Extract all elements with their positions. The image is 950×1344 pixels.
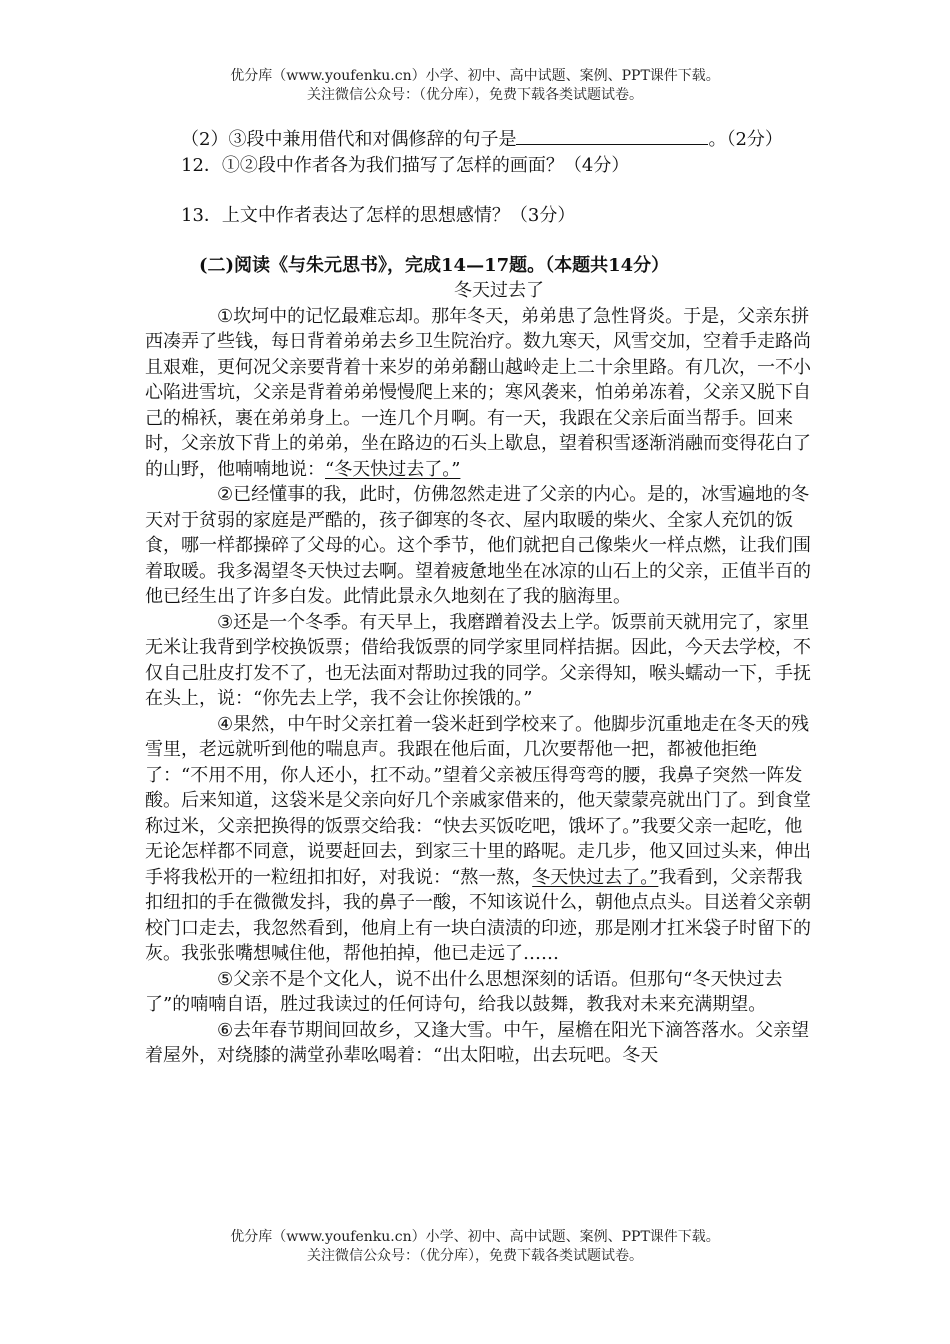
paragraph-4 (145, 712, 817, 967)
paragraph-text: 已经懂事的我，此时，仿佛忽然走进了父亲的内心。是的，冰雪遍地的冬天对于贫弱的家庭是严酷的，孩子御寒的冬衣、屋内取暖的柴火、全家人充饥的饭食，哪一样都操碎了父母的心。这个季节，他们就把自己像柴火一样点燃，让我们围着取暖。我多渴望冬天快过去啊。望着疲惫地坐在冰凉的山石上的父亲，正值半百的他已经生出了许多白发。此情此景永久地刻在了我的脑海里。 (145, 484, 811, 607)
question-12: 12．①②段中作者各为我们描写了怎样的画面？（4分） (181, 154, 630, 176)
paragraph-number: ⑤ (217, 968, 234, 990)
section-heading: (二)阅读《与朱元思书》，完成14—17题。（本题共14分） (199, 254, 670, 276)
paragraph-text: 坎坷中的记忆最难忘却。那年冬天，弟弟患了急性肾炎。于是，父亲东拼西凑弄了些钱，每日背着弟弟去乡卫生院治疗。数九寒天，风雪交加，空着手走路尚且艰难，更何况父亲要背着十来岁的弟弟翻山越岭走上二十余里路。有几次，一不小心陷进雪坑，父亲是背着弟弟慢慢爬上来的；寒风袭来，怕弟弟冻着，父亲又脱下自己的棉袄，裹在弟弟身上。一连几个月啊。有一天，我跟在父亲后面当帮手。回来时，父亲放下背上的弟弟，坐在路边的石头上歇息，望着积雪逐渐消融而变得花白了的山野，他喃喃地说： (145, 305, 811, 480)
footer-line-2: 关注微信公众号：（优分库），免费下载各类试题试卷。 (307, 1248, 643, 1264)
paragraph-number: ③ (217, 611, 234, 633)
underlined-quote: 冬天快过去了。” (532, 866, 659, 888)
paragraph-number: ① (217, 305, 234, 327)
question-11-2-points: 。（2分） (708, 129, 783, 150)
paragraph-text: 果然，中午时父亲扛着一袋米赶到学校来了。他脚步沉重地走在冬天的残雪里，老远就听到他的喘息声。我跟在他后面，几次要帮他一把，都被他拒绝了：“不用不用，你人还小，扛不动。”望着父亲被压得弯弯的腰，我鼻子突然一阵发酸。后来知道，这袋米是父亲向好几个亲戚家借来的，他天蒙蒙亮就出门了。到食堂称过米，父亲把换得的饭票交给我：“快去买饭吃吧，饿坏了。”我要父亲一起吃，他无论怎样都不同意，说要赶回去，到家三十里的路呢。走几步，他又回过头来，伸出手将我松开的一粒纽扣扣好，对我说：“熬一熬， (145, 713, 811, 888)
page-footer (0, 1228, 950, 1266)
paragraph-number: ④ (217, 713, 234, 735)
paragraph-1 (145, 304, 817, 483)
paragraph-number: ② (217, 484, 234, 505)
paragraph-text: 父亲不是个文化人，说不出什么思想深刻的话语。但那句“冬天快过去了”的喃喃自语，胜过我读过的任何诗句，给我以鼓舞，教我对未来充满期望。 (145, 968, 783, 1015)
question-13: 13．上文中作者表达了怎样的思想感情？（3分） (181, 205, 576, 226)
footer-line-1: 优分库（www.youfenku.cn）小学、初中、高中试题、案例、PPT课件下载。 (230, 1229, 720, 1245)
paragraph-3 (145, 610, 817, 712)
passage-title: 冬天过去了 (454, 280, 544, 301)
question-11-2 (145, 124, 817, 153)
page-header (0, 67, 950, 105)
document-body (145, 124, 817, 1069)
paragraph-5 (145, 967, 817, 1018)
paragraph-number: ⑥ (217, 1019, 234, 1041)
answer-blank[interactable] (516, 124, 708, 145)
question-11-2-text: （2）③段中兼用借代和对偶修辞的句子是 (181, 129, 517, 150)
paragraph-text: 去年春节期间回故乡，又逢大雪。中午，屋檐在阳光下滴答落水。父亲望着屋外，对绕膝的满堂孙辈吆喝着：“出太阳啦，出去玩吧。冬天 (145, 1019, 810, 1066)
underlined-quote: “冬天快过去了。” (325, 458, 461, 480)
header-line-1: 优分库（www.youfenku.cn）小学、初中、高中试题、案例、PPT课件下载。 (230, 68, 720, 84)
paragraph-text: 还是一个冬季。有天早上，我磨蹭着没去上学。饭票前天就用完了，家里无米让我背到学校换饭票；借给我饭票的同学家里同样拮据。因此，今天去学校，不仅自己肚皮打发不了，也无法面对帮助过我的同学。父亲得知，喉头蠕动一下，手抚在头上，说：“你先去上学，我不会让你挨饿的。” (145, 611, 811, 709)
header-line-2: 关注微信公众号：（优分库），免费下载各类试题试卷。 (307, 87, 643, 103)
paragraph-text: 我看到，父亲帮我扣纽扣的手在微微发抖，我的鼻子一酸，不知该说什么，朝他点点头。目送着父亲朝校门口走去，我忽然看到，他肩上有一块白渍渍的印迹，那是刚才扛米袋子时留下的灰。我张张嘴想喊住他，帮他拍掉，他已走远了…… (145, 866, 811, 964)
paragraph-6 (145, 1018, 817, 1069)
paragraph-2 (145, 482, 817, 610)
